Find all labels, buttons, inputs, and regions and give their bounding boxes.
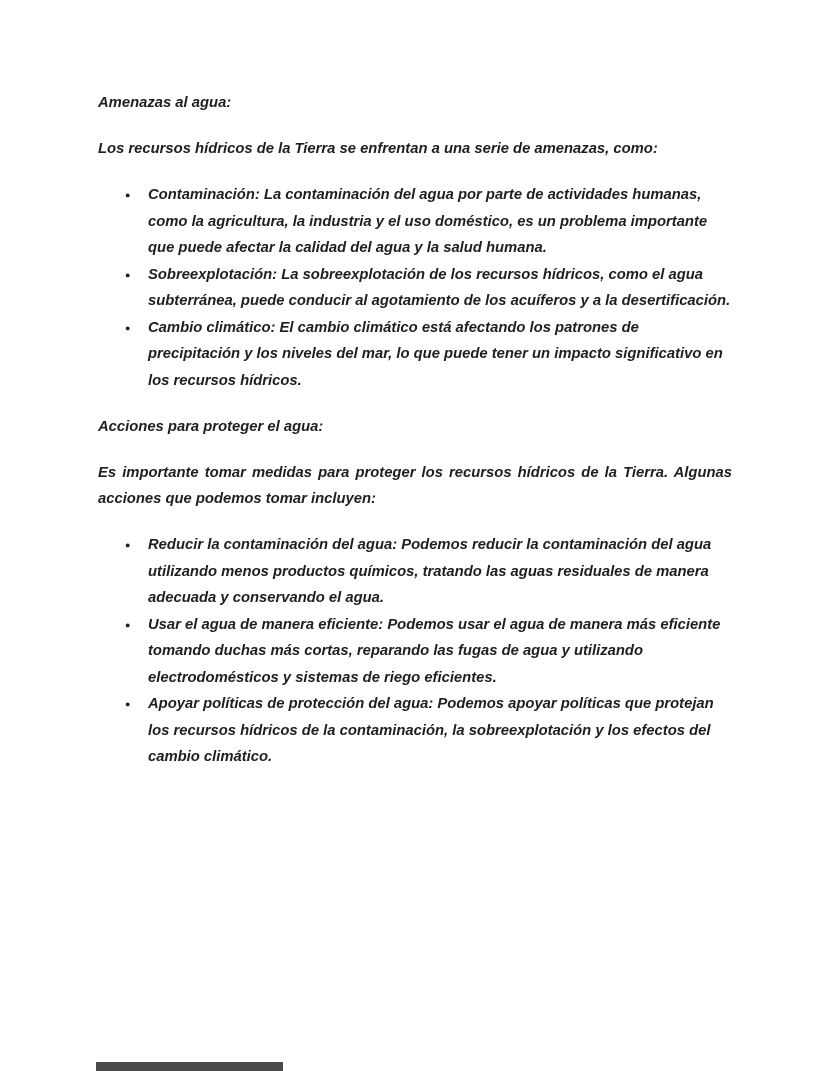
section-heading-amenazas: Amenazas al agua: (98, 95, 232, 111)
bottom-edge-fragment (96, 1062, 283, 1071)
list-item (98, 182, 732, 262)
section2-intro-paragraph: Es importante tomar medidas para proteger los recursos hídricos de la Tierra. Algunas acciones que podemos tomar incluyen: (98, 465, 732, 507)
list-item (98, 532, 732, 612)
list-item-text: Contaminación: La contaminación del agua por parte de actividades humanas, como la agricultura, la industria y el uso doméstico, es un problema importante que puede afectar la calidad del agua y la salud humana. (148, 187, 708, 256)
section1-intro-paragraph: Los recursos hídricos de la Tierra se enfrentan a una serie de amenazas, como: (98, 141, 658, 157)
list-item (98, 691, 732, 771)
list-item-text: Cambio climático: El cambio climático está afectando los patrones de precipitación y los niveles del mar, lo que puede tener un impacto significativo en los recursos hídricos. (148, 319, 723, 389)
bullet-icon: ● (125, 269, 131, 280)
bullet-icon: ● (125, 699, 131, 709)
bullet-icon: ● (125, 540, 131, 550)
bullet-icon: ● (125, 322, 131, 333)
list-item-text: Apoyar políticas de protección del agua: Podemos apoyar políticas que protejan los recursos hídricos de la contaminación, la sobreexplotación y los efectos del cambio climático. (148, 696, 714, 765)
list-item (98, 315, 732, 395)
list-item (98, 262, 732, 315)
bullet-icon: ● (125, 190, 131, 200)
list-item (98, 612, 732, 692)
section1-bullet-list (98, 182, 732, 394)
list-item-text: Usar el agua de manera eficiente: Podemos usar el agua de manera más eficiente tomando duchas más cortas, reparando las fugas de agua y utilizando electrodomésticos y sistemas de riego eficientes. (148, 616, 721, 686)
section2-bullet-list (98, 532, 732, 771)
section-heading-acciones: Acciones para proteger el agua: (98, 419, 324, 435)
list-item-text: Reducir la contaminación del agua: Podemos reducir la contaminación del agua utilizando menos productos químicos, tratando las aguas residuales de manera adecuada y conservando el agua. (148, 537, 712, 606)
document-content (98, 90, 732, 791)
bullet-icon: ● (125, 619, 131, 630)
list-item-text: Sobreexplotación: La sobreexplotación de los recursos hídricos, como el agua subterránea, puede conducir al agotamiento de los acuíferos y a la desertificación. (148, 266, 731, 309)
